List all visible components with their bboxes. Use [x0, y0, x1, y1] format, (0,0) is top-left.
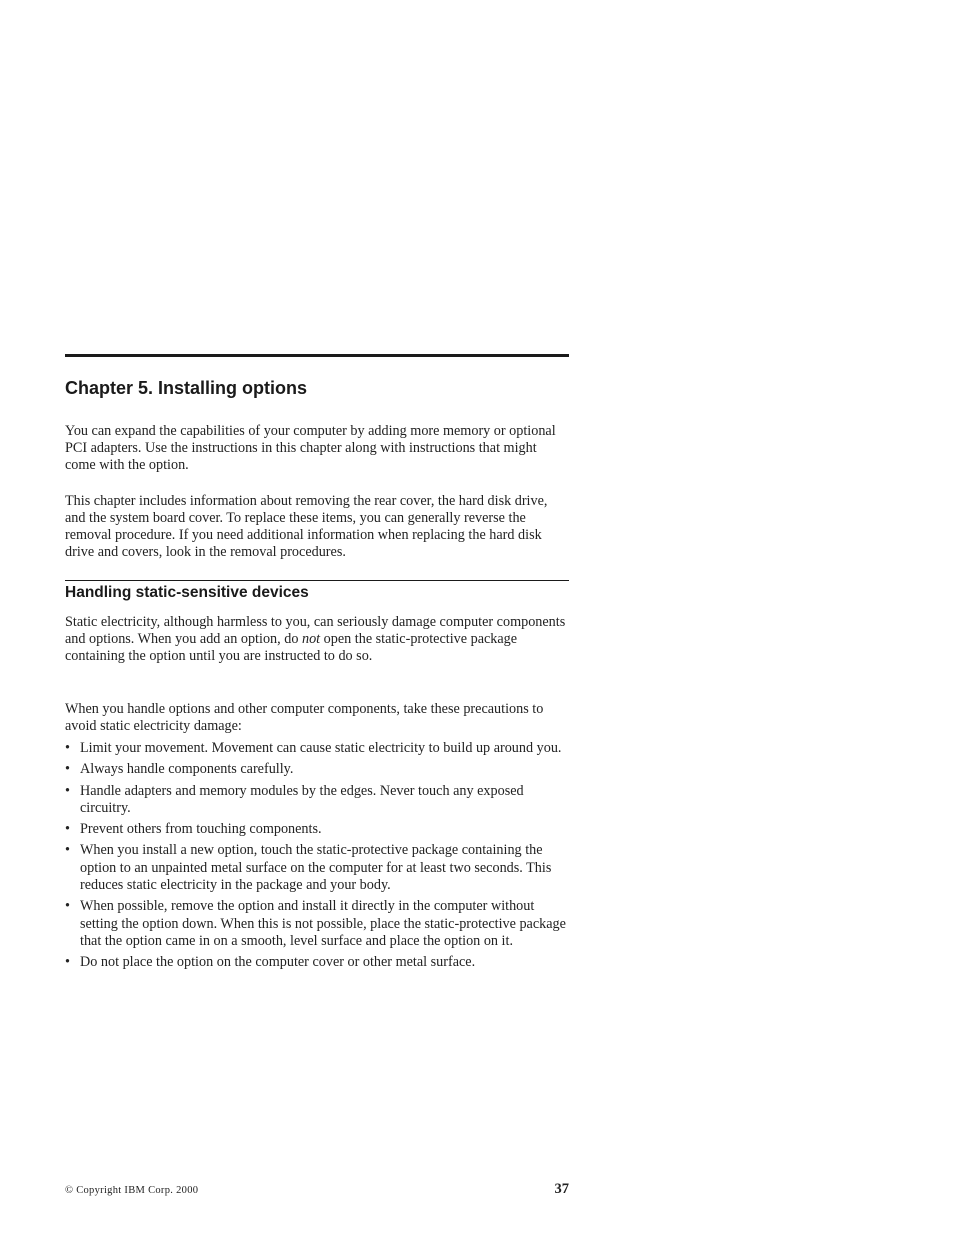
chapter-paragraph-1: You can expand the capabilities of your computer by adding more memory or optional PCI adapters. Use the instructions in this chapter along with instructions that might come with the option.: [65, 423, 556, 473]
bullet-icon: •: [65, 821, 70, 838]
list-item-text: Always handle components carefully.: [80, 761, 294, 778]
intro-text-before: Static electricity, although harmless to you, can seriously damage computer components and options. When you add an option, do: [65, 614, 566, 647]
chapter-paragraph-2: This chapter includes information about removing the rear cover, the hard disk drive, and the system board cover. To replace these items, you can generally reverse the removal procedure. If you need additional information when replacing the hard disk drive and covers, look in the removal procedures.: [65, 493, 548, 560]
intro-emphasis: not: [301, 631, 321, 647]
list-item-text: Handle adapters and memory modules by the edges. Never touch any exposed circuitry.: [80, 782, 524, 816]
list-item-text: When you install a new option, touch the static-protective package containing the option to an unpainted metal surface on the computer for at least two seconds. This reduces static electricity in the package and your body.: [80, 842, 552, 894]
list-item: [65, 954, 569, 971]
list-item: [65, 821, 569, 838]
list-item: [65, 898, 569, 950]
precautions-list: [65, 740, 569, 976]
section-intro-paragraph: [65, 614, 569, 665]
bullet-icon: •: [65, 898, 70, 915]
list-item: [65, 761, 569, 778]
bullet-icon: •: [65, 842, 70, 859]
bullet-icon: •: [65, 761, 70, 778]
bullet-icon: •: [65, 782, 70, 799]
list-item-text: Prevent others from touching components.: [80, 821, 322, 838]
intro-text-after: open the static-protective package containing the option until you are instructed to do so.: [65, 631, 518, 664]
chapter-title: Chapter 5. Installing options: [65, 378, 308, 398]
list-item: [65, 740, 569, 757]
bullet-icon: •: [65, 954, 70, 971]
chapter-rule: [65, 354, 569, 357]
list-item-text: Do not place the option on the computer cover or other metal surface.: [80, 954, 476, 971]
list-item-text: When possible, remove the option and install it directly in the computer without setting the option down. When this is not possible, place the static-protective package that the option came in on a smooth, level surface and place the option on it.: [80, 898, 566, 949]
precautions-intro: When you handle options and other computer components, take these precautions to avoid static electricity damage:: [65, 701, 544, 734]
list-item: [65, 783, 569, 818]
bullet-icon: •: [65, 740, 70, 756]
list-item-text: Limit your movement. Movement can cause static electricity to build up around you.: [80, 740, 562, 756]
page-number: 37: [554, 1181, 569, 1197]
section-title: Handling static-sensitive devices: [65, 584, 309, 601]
copyright-notice: © Copyright IBM Corp. 2000: [65, 1185, 199, 1196]
list-item: [65, 842, 569, 894]
section-rule: [65, 580, 569, 581]
